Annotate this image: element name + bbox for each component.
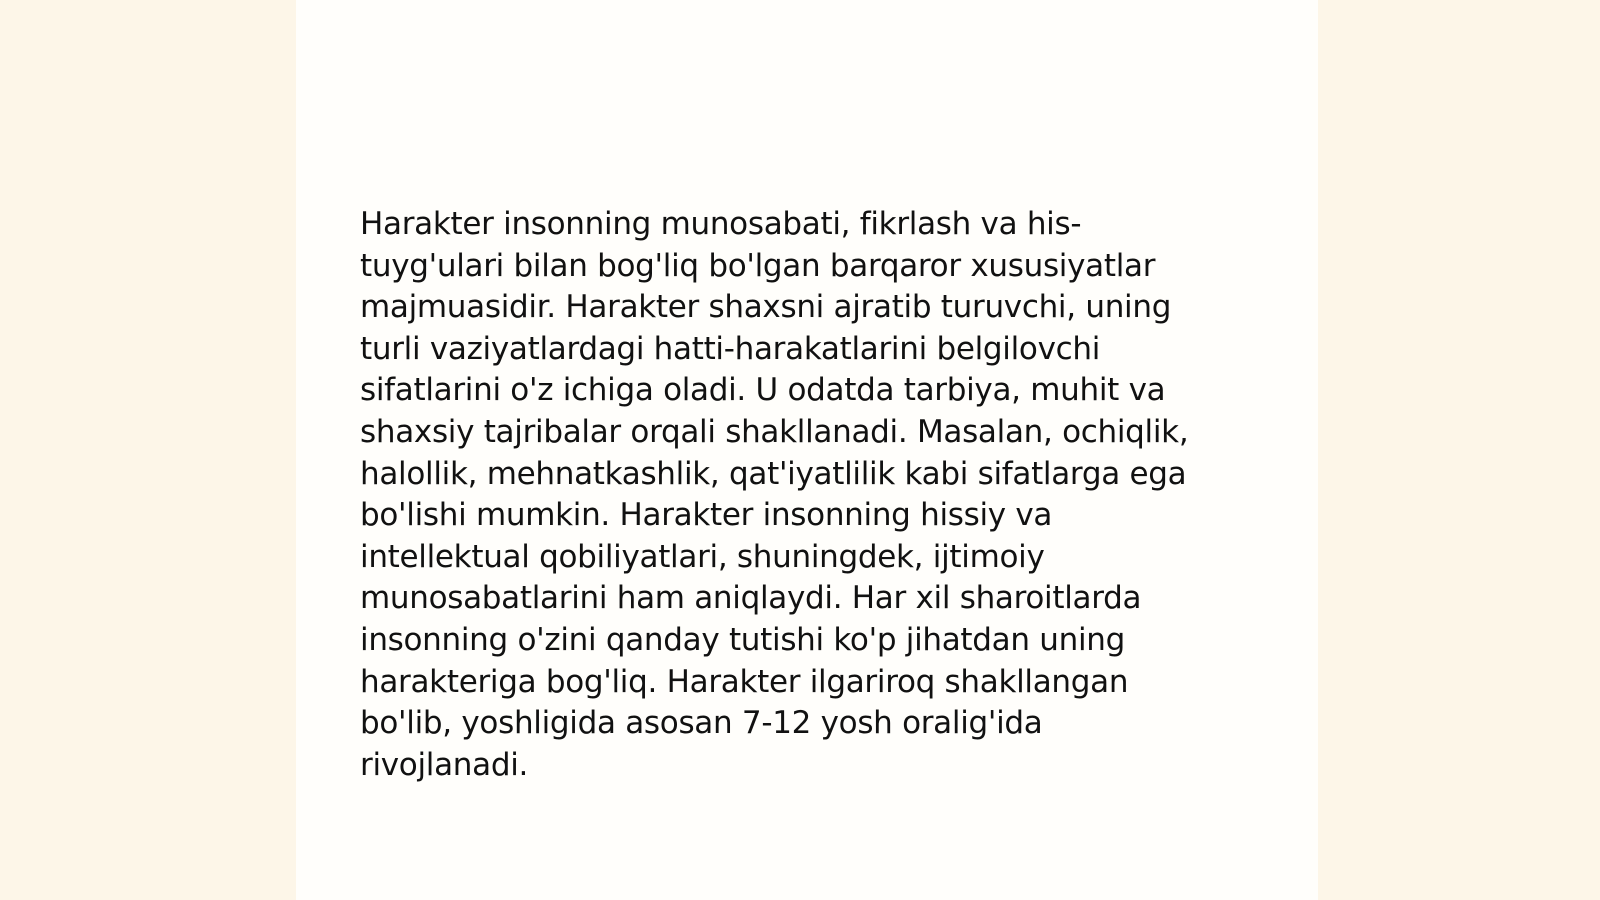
text-line: bo'lib, yoshligida asosan 7-12 yosh oralig'ida — [360, 705, 1043, 742]
text-line: insonning o'zini qanday tutishi ko'p jihatdan uning — [360, 621, 1125, 658]
right-margin-background — [1318, 0, 1600, 900]
text-line: shaxsiy tajribalar orqali shakllanadi. Masalan, ochiqlik, — [360, 413, 1189, 450]
text-line: rivojlanadi. — [360, 746, 529, 783]
left-margin-background — [0, 0, 296, 900]
text-line: munosabatlarini ham aniqlaydi. Har xil sharoitlarda — [360, 580, 1142, 617]
text-line: majmuasidir. Harakter shaxsni ajratib turuvchi, uning — [360, 289, 1172, 326]
text-line: halollik, mehnatkashlik, qat'iyatlilik kabi sifatlarga ega — [360, 455, 1187, 492]
text-line: Harakter insonning munosabati, fikrlash va his- — [360, 206, 1082, 242]
text-line: harakteriga bog'liq. Harakter ilgariroq shakllangan — [360, 663, 1129, 700]
text-line: tuyg'ulari bilan bog'liq bo'lgan barqaror xususiyatlar — [360, 247, 1156, 284]
text-line: sifatlarini o'z ichiga oladi. U odatda tarbiya, muhit va — [360, 372, 1166, 409]
text-line: turli vaziyatlardagi hatti-harakatlarini belgilovchi — [360, 330, 1101, 367]
text-line: bo'lishi mumkin. Harakter insonning hissiy va — [360, 497, 1053, 534]
slide-page — [296, 0, 1318, 900]
text-line: intellektual qobiliyatlari, shuningdek, ijtimoiy — [360, 538, 1045, 575]
slide-body-text — [360, 204, 1260, 786]
